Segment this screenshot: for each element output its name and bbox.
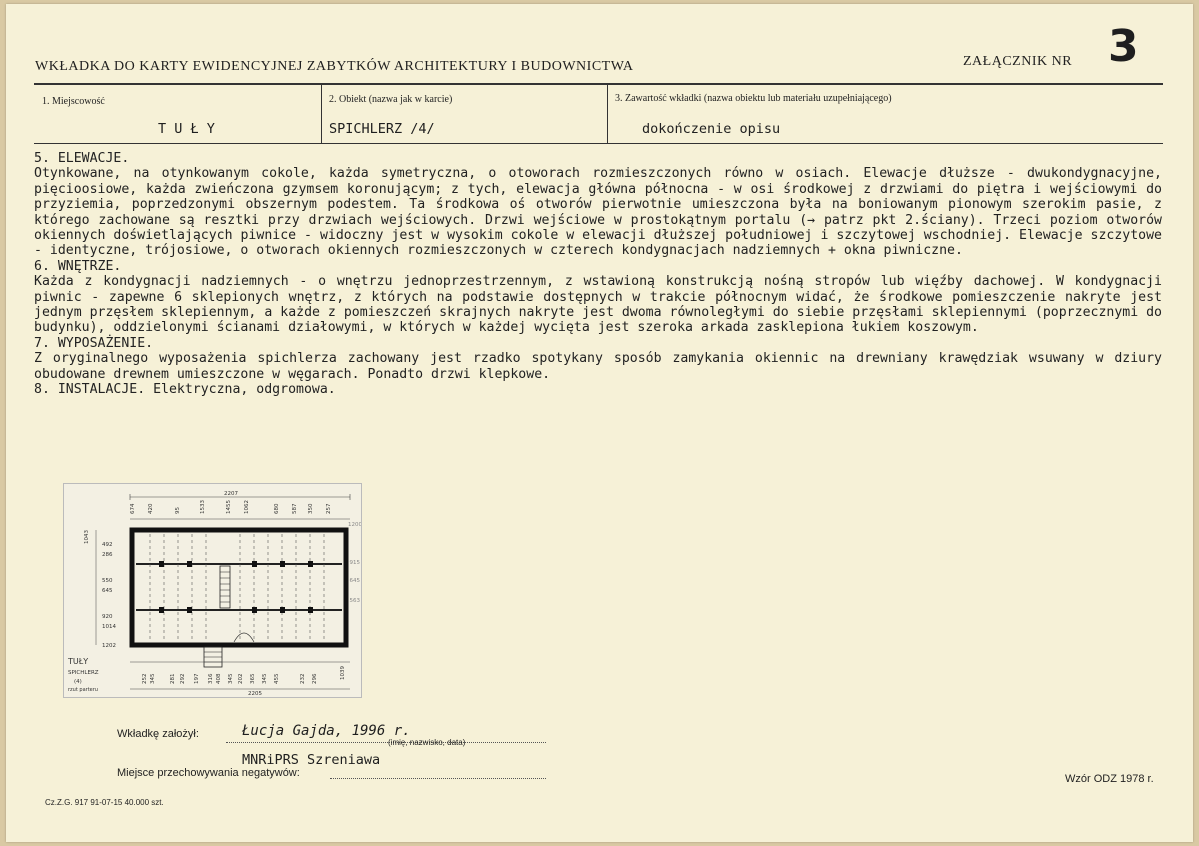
plan-dim: 296 [312, 673, 318, 684]
header-bottom-rule [34, 143, 1163, 144]
plan-dim: 252 [142, 673, 148, 684]
locality-value: T U Ł Y [158, 121, 215, 137]
form-note: Wzór ODZ 1978 r. [1065, 773, 1154, 785]
section-heading-elevations: 5. ELEWACJE. [34, 151, 130, 166]
plan-caption-object: SPICHLERZ [68, 670, 99, 676]
plan-overall-top: 2207 [224, 491, 238, 497]
plan-dim: 1014 [102, 624, 116, 630]
plan-dim: 286 [102, 552, 113, 558]
plan-dim: 408 [216, 673, 222, 684]
form-title: WKŁADKA DO KARTY EWIDENCYJNEJ ZABYTKÓW ARCHITEKTURY I BUDOWNICTWA [35, 59, 634, 74]
plan-dim: 257 [326, 503, 332, 514]
plan-dim: 1202 [102, 643, 116, 649]
plan-dim: 281 [170, 673, 176, 684]
plan-height-left: 1043 [84, 530, 90, 544]
field-divider [607, 85, 608, 143]
plan-dim: 455 [274, 673, 280, 684]
plan-dim: 350 [308, 503, 314, 514]
author-hint: (imię, nazwisko, data) [388, 738, 466, 747]
object-value: SPICHLERZ /4/ [329, 121, 435, 137]
header-top-rule [34, 83, 1163, 85]
plan-caption-place: TUŁY [68, 657, 89, 666]
plan-dim: 292 [180, 673, 186, 684]
content-value: dokończenie opisu [642, 121, 781, 137]
section-text-interior: Każda z kondygnacji nadziemnych - o wnętrzu jednoprzestrzennym, z wstawioną konstrukcją nośną stropów lub więźby dachowej. W kondygnacji piwnic - zapewne 6 sklepionych wnętrz, z których na podstawie dostępnych w trakcie północnym widać, że środkowe pomieszczenie nakryte jest jednym przęsłem sklepiennym, a każde z pomieszczeń skrajnych nakryte jest dwoma równoległymi do siebie przęsłami sklepiennymi (poprzecznymi do budynku), oddzielonymi ścianami działowymi, w których w każdej wycięta jest szeroka arkada zasklepiona łukiem koszowym. [34, 274, 1162, 336]
section-heading-furnishings: 7. WYPOSAŻENIE. [34, 335, 154, 351]
plan-caption-level: rzut parteru [68, 687, 98, 693]
plan-dim: 920 [102, 614, 113, 620]
floor-plan-svg [64, 484, 361, 697]
plan-dim: 197 [194, 673, 200, 684]
author-label: Wkładkę założył: [117, 728, 199, 740]
plan-overall-bottom: 2205 [248, 691, 262, 697]
plan-dim: 1062 [244, 500, 250, 514]
plan-dim: 95 [175, 507, 181, 514]
plan-dim: 492 [102, 542, 113, 548]
negatives-label: Miejsce przechowywania negatywów: [117, 767, 300, 779]
section-heading-interior: 6. WNĘTRZE. [34, 258, 122, 274]
author-value: Łucja Gajda, 1996 r. [242, 723, 411, 739]
plan-dim: 680 [274, 503, 280, 514]
floor-plan-drawing [63, 483, 362, 698]
plan-dim: 420 [148, 503, 154, 514]
plan-dim: 345 [228, 673, 234, 684]
plan-dim: 365 [250, 673, 256, 684]
section-text-elevations: Otynkowane, na otynkowanym cokole, każda symetryczna, o otoworach rozmieszczonych równo w osiach. Elewacje dłuższe - dwukondygnacyjne, pięcioosiowe, każda zwieńczona gzymsem koronującym; z tych, elewacja główna północna - w osi środkowej z drzwiami do piętra i wejściowymi do przyziemia, poprzedzonymi obszernym podestem. Ta środkowa oś otworów pierwotnie umieszczona była na boniowanym pionowym szerokim pasie, z którego zachowane są resztki przy drzwiach wejściowych. Drzwi wejściowe w prostokątnym portalu (→ patrz pkt 2.ściany). Trzeci poziom otworów okiennych doświetlających piwnice - widoczny jest w wysokim cokole w elewacji dłuższej południowej i szczytowej wschodniej. Elewacje szczytowe - identyczne, trójosiowe, o otworach okiennych rozmieszczonych w czterech kondygnacjach nadziemnych + okna piwniczne. [34, 166, 1162, 259]
plan-dim: 232 [300, 673, 306, 684]
annex-number: 3 [1108, 21, 1139, 72]
field-divider [321, 85, 322, 143]
plan-dim: 915 [349, 560, 360, 566]
plan-dim: 1455 [226, 500, 232, 514]
plan-dim: 645 [102, 588, 113, 594]
annex-label: ZAŁĄCZNIK NR [963, 54, 1073, 69]
content-label: 3. Zawartość wkładki (nazwa obiektu lub materiału uzupełniającego) [615, 93, 892, 104]
plan-dim: 1200 [348, 522, 361, 528]
locality-label: 1. Miejscowość [42, 96, 105, 107]
plan-dim: 645 [349, 578, 360, 584]
plan-dim: 587 [292, 503, 298, 514]
plan-caption-number: (4) [74, 679, 82, 685]
section-installations: 8. INSTALACJE. Elektryczna, odgromowa. [34, 382, 336, 398]
description-text [34, 151, 1162, 398]
plan-dim: 345 [262, 673, 268, 684]
plan-dim: 202 [238, 673, 244, 684]
plan-dim: 674 [130, 503, 136, 514]
print-note: Cz.Z.G. 917 91-07-15 40.000 szt. [45, 798, 164, 807]
section-text-furnishings: Z oryginalnego wyposażenia spichlerza zachowany jest rzadko spotykany sposób zamykania okiennic na drewniany krawędziak wsuwany w dziury obudowane drewnem umieszczone w węgarach. Ponadto drzwi klepkowe. [34, 351, 1162, 382]
plan-dim: 550 [102, 578, 113, 584]
object-label: 2. Obiekt (nazwa jak w karcie) [329, 94, 453, 105]
plan-dim: 316 [208, 673, 214, 684]
institution: MNRiPRS Szreniawa [242, 752, 381, 768]
plan-height-right: 1039 [340, 666, 346, 680]
author-line [226, 742, 546, 743]
plan-dim: 345 [150, 673, 156, 684]
negatives-line [330, 778, 546, 779]
plan-dim: 1533 [200, 500, 206, 514]
plan-dim: 563 [349, 598, 360, 604]
